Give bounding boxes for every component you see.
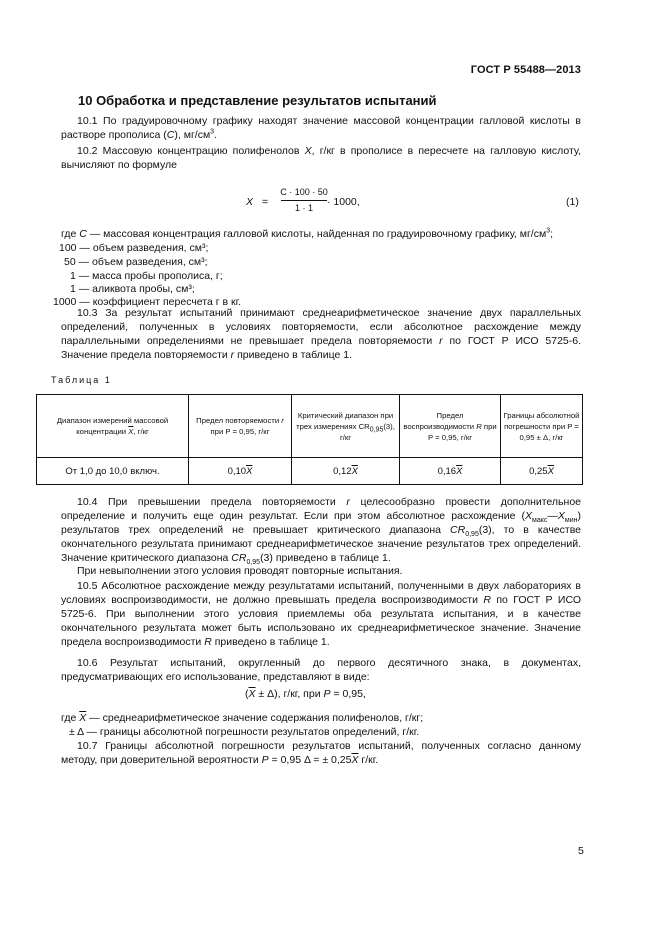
paragraph-10-4-note: При невыполнении этого условия проводят повторные испытания. <box>77 565 403 577</box>
where-item: 1 — аликвота пробы, см³; <box>70 283 195 295</box>
table-cell: $0,12\overline{X}$ <box>292 458 400 485</box>
paragraph-10-5: 10.5 Абсолютное расхождение между результатами испытаний, полученными в двух лабораториях в условиях воспроизводимости, не должно превышать предела воспроизводимости R по ГОСТ Р ИСО 5725-6. При выполнении этого условия приемлемы оба результата испытания, и в качестве окончательного результата может быть использовано их среднеарифметическое значение. Значение предела воспроизводимости R приведено в таблице 1. <box>61 580 581 648</box>
where-item: 100 — объем разведения, см³; <box>59 242 209 254</box>
formula-denominator: 1 · 1 <box>294 203 313 213</box>
table-header-cell: Границы абсолютной погрешности при P = 0,95 ± Δ, г/кг <box>501 395 583 458</box>
document-header: ГОСТ Р 55488—2013 <box>470 64 581 76</box>
table-header-row <box>37 395 583 458</box>
paragraph-10-1: 10.1 По градуировочному графику находят значение массовой концентрации галловой кислоты в растворе прополиса (C), $мг/см^3$. <box>61 115 581 141</box>
fraction-line <box>281 200 327 201</box>
paragraph-10-2: 10.2 Массовую концентрацию полифенолов X, г/кг в прополисе в пересчете на галловую кислоту, вычисляют по формуле <box>61 145 581 171</box>
table-header-cell: Диапазон измерений массовой концентрации $\overline{X}$, г/кг <box>37 395 189 458</box>
formula-eq: = <box>262 196 269 208</box>
table-cell: От 1,0 до 10,0 включ. <box>37 458 189 485</box>
paragraph-10-4: 10.4 При превышении предела повторяемости r целесообразно провести дополнительное определение и получить еще один результат. Если при этом абсолютное расхождение $(X_{макс}—X_{мин})$ результатов трех определений не превышает критического диапазона $CR_{0,95}(3)$, то в качестве окончательного результата принимают среднеарифметическое значение результатов трех определений. Значение критического диапазона $CR_{0,95}(3)$ приведено в таблице 1. <box>61 496 582 567</box>
formula-1 <box>0 186 661 216</box>
formula-lhs: X <box>246 196 254 208</box>
page-number: 5 <box>578 845 584 857</box>
table-caption: Таблица 1 <box>51 375 112 385</box>
formula-2: $(\overline{X} \pm \Delta)$, г/кг, при P = 0,95, <box>245 688 366 700</box>
where-delta: ± Δ — границы абсолютной погрешности результатов определений, г/кг. <box>69 726 420 738</box>
where-item: 1 — масса пробы прополиса, г; <box>70 270 223 282</box>
table-1 <box>36 394 583 485</box>
where-c: где C — массовая концентрация галловой кислоты, найденная по градуировочному графику, $мг/см^3$; <box>61 227 554 240</box>
where-x: где $\overline{X}$ — среднеарифметическое значение содержания полифенолов, г/кг; <box>61 712 424 724</box>
table-cell: $0,16\overline{X}$ <box>400 458 501 485</box>
where-item: 1000 — коэффициент пересчета г в кг. <box>53 296 242 308</box>
paragraph-10-7: 10.7 Границы абсолютной погрешности результатов испытаний, полученных согласно данному методу, при доверительной вероятности P = 0,95 Δ = ± $0,25\overline{X}$ г/кг. <box>61 740 581 766</box>
formula-number: (1) <box>566 196 579 208</box>
table-row <box>37 458 583 485</box>
where-item: 50 — объем разведения, см³; <box>64 256 208 268</box>
paragraph-10-3: 10.3 За результат испытаний принимают среднеарифметическое значение двух параллельных определений, полученных в условиях повторяемости, если абсолютное расхождение между параллельными определениями не превышает предела повторяемости r по ГОСТ Р ИСО 5725-6. Значение предела повторяемости r приведено в таблице 1. <box>61 307 581 361</box>
table-cell: $0,10\overline{X}$ <box>189 458 292 485</box>
table-header-cell: Предел повторяемости r при P = 0,95, г/кг <box>189 395 292 458</box>
formula-numerator: C · 100 · 50 <box>280 187 328 197</box>
section-title: 10 Обработка и представление результатов испытаний <box>78 93 437 108</box>
table-cell: $0,25\overline{X}$ <box>501 458 583 485</box>
table-header-cell: Критический диапазон при трех измерениях $CR_{0,95}(3)$, г/кг <box>292 395 400 458</box>
table-header-cell: Предел воспроизводимости R при P = 0,95, г/кг <box>400 395 501 458</box>
formula-tail: · 1000, <box>327 196 360 208</box>
paragraph-10-6: 10.6 Результат испытаний, округленный до первого десятичного знака, в документах, предусматривающих его использование, представляют в виде: <box>61 657 581 683</box>
